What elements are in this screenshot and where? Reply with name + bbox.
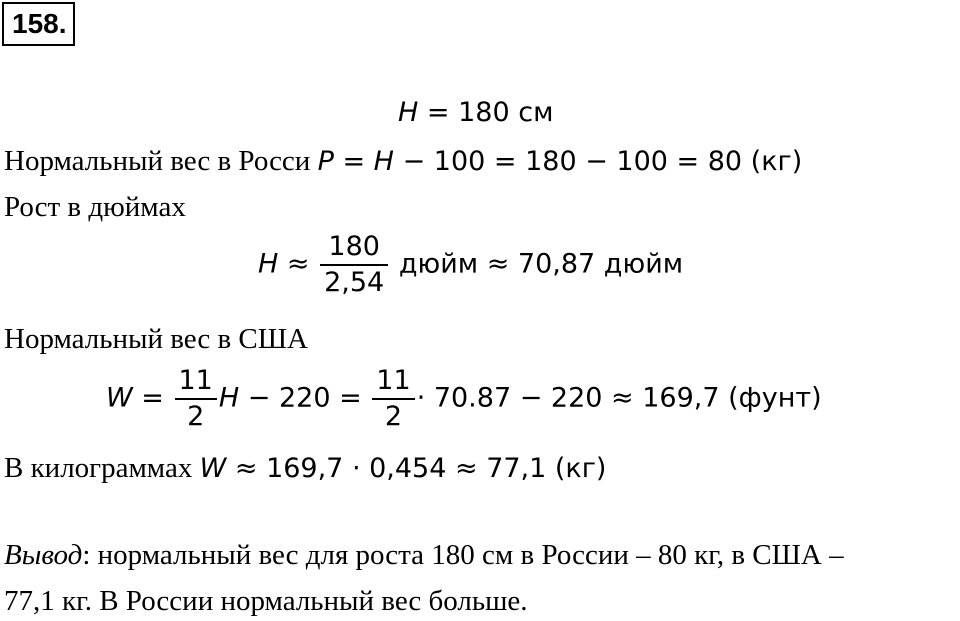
var-p: P xyxy=(317,146,334,177)
weight-formula-rest: ⋅ 70.87 − 220 ≈ 169,7 (фунт) xyxy=(416,382,822,414)
fraction-denominator: 2 xyxy=(384,401,403,432)
norm-russia-text: Нормальный вес в Росси xyxy=(4,145,318,177)
inches-equation-rest: дюйм ≈ 70,87 дюйм xyxy=(390,248,684,280)
norm-usa-label: Нормальный вес в США xyxy=(4,323,308,355)
fraction-denominator: 2 xyxy=(187,401,205,432)
fraction-bar xyxy=(372,398,414,400)
conclusion-label: Вывод xyxy=(4,539,83,571)
conclusion-text-1: : нормальный вес для роста 180 см в России – 80 кг, в США – xyxy=(82,539,844,571)
kilograms-rest: ≈ 169,7 ⋅ 0,454 ≈ 77,1 (кг) xyxy=(226,453,607,484)
norm-russia-line xyxy=(4,144,802,179)
fraction-numerator: 180 xyxy=(328,231,380,262)
fraction-denominator: 2,54 xyxy=(324,267,385,298)
var-w: W xyxy=(106,382,133,414)
fraction-bar xyxy=(320,264,388,266)
height-equation xyxy=(398,96,553,130)
var-h: H xyxy=(373,146,394,177)
fraction-bar xyxy=(175,398,217,400)
height-equation-rest: = 180 см xyxy=(418,97,554,128)
conclusion-line-1 xyxy=(4,538,844,572)
equals-sign: = xyxy=(132,382,173,414)
weight-formula-mid: − 220 = xyxy=(239,382,371,414)
var-h: H xyxy=(398,97,419,128)
fraction-numerator: 11 xyxy=(178,365,213,396)
norm-russia-rest: − 100 = 180 − 100 = 80 (кг) xyxy=(393,146,803,177)
var-h: H xyxy=(258,248,279,280)
height-inches-label: Рост в дюймах xyxy=(4,191,186,223)
kilograms-text: В килограммах xyxy=(4,452,200,484)
conclusion-line-2: 77,1 кг. В России нормальный вес больше. xyxy=(4,585,528,617)
weight-formula xyxy=(106,366,822,432)
fraction-11-2-second xyxy=(372,366,414,432)
fraction-180-254 xyxy=(320,232,388,298)
fraction-11-2-first xyxy=(175,366,217,432)
var-h: H xyxy=(218,382,240,414)
inches-equation xyxy=(258,232,683,298)
norm-russia-eq1: = xyxy=(333,146,374,177)
approx-sign: ≈ xyxy=(278,248,319,280)
kilograms-line xyxy=(4,451,606,486)
var-w: W xyxy=(199,453,227,484)
fraction-numerator: 11 xyxy=(376,365,411,396)
problem-number: 158. xyxy=(2,2,75,46)
